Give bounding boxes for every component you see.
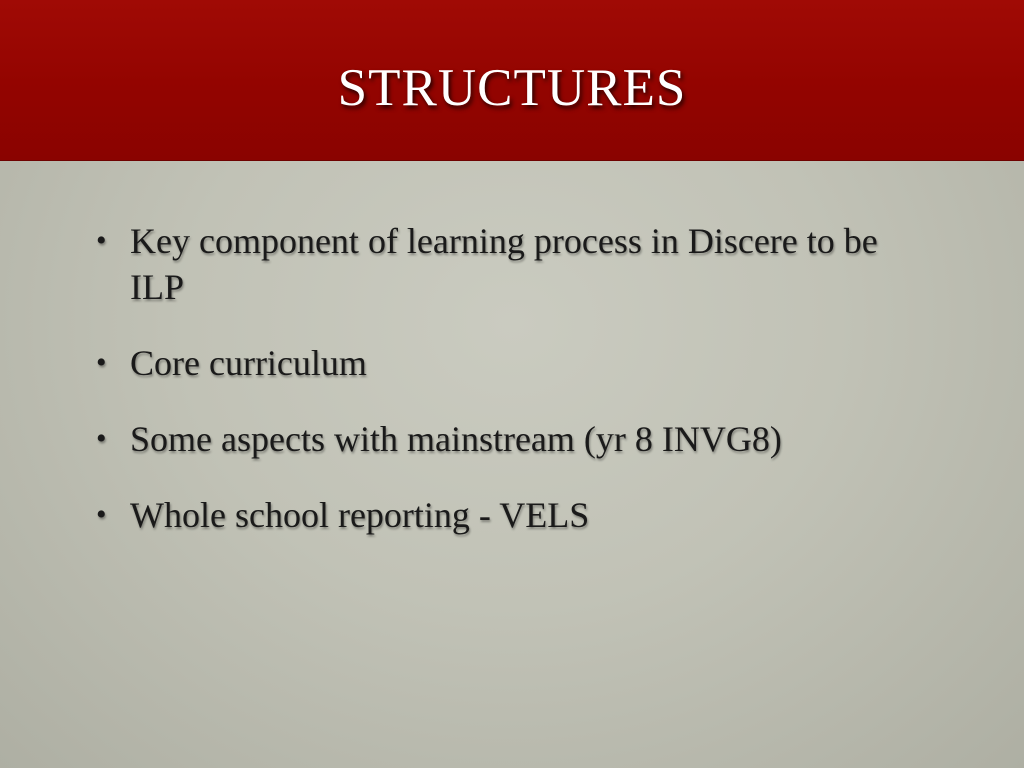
slide-title: structures (337, 38, 687, 122)
bullet-icon: • (96, 498, 107, 531)
bullet-icon: • (96, 422, 107, 455)
bullet-icon: • (96, 346, 107, 379)
bullet-item (94, 492, 924, 538)
bullet-item (94, 416, 924, 462)
bullet-item (94, 218, 924, 310)
bullet-text: Key component of learning process in Discere to be ILP (130, 221, 878, 307)
bullet-item (94, 340, 924, 386)
bullet-text: Some aspects with mainstream (yr 8 INVG8) (130, 419, 782, 459)
bullet-icon: • (96, 224, 107, 257)
bullet-text: Whole school reporting - VELS (130, 495, 590, 535)
bullet-list (94, 218, 924, 568)
title-band (0, 0, 1024, 161)
bullet-text: Core curriculum (130, 343, 367, 383)
